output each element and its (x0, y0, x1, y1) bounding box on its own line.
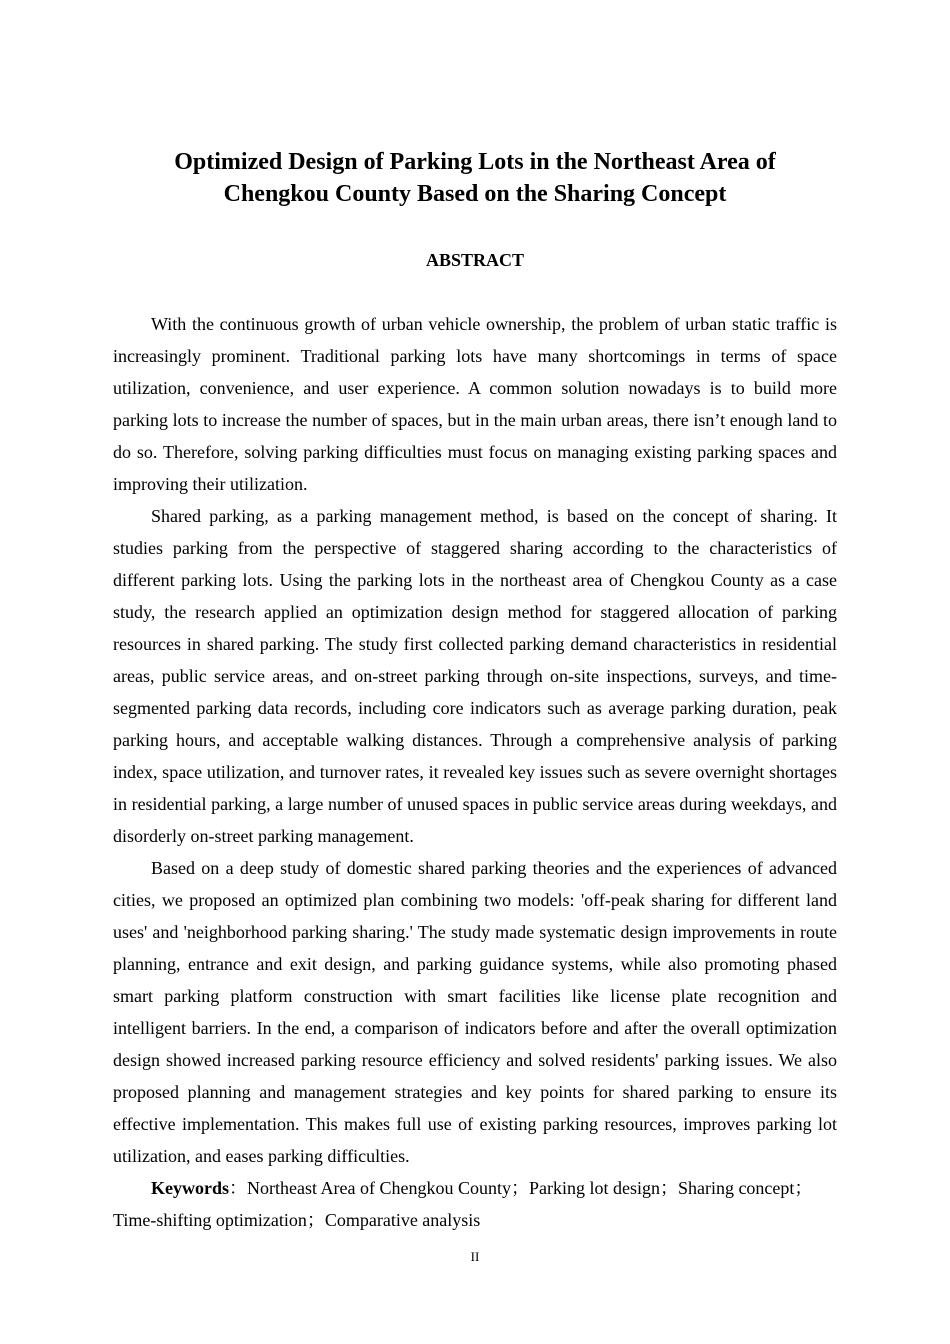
abstract-paragraph-2: Shared parking, as a parking management method, is based on the concept of sharing. It studies parking from the perspective of staggered sharing according to the characteristics of different parking lots. Using the parking lots in the northeast area of Chengkou County as a case study, the research applied an optimization design method for staggered allocation of parking resources in shared parking. The study first collected parking demand characteristics in residential areas, public service areas, and on-street parking through on-site inspections, surveys, and time-segmented parking data records, including core indicators such as average parking duration, peak parking hours, and acceptable walking distances. Through a comprehensive analysis of parking index, space utilization, and turnover rates, it revealed key issues such as severe overnight shortages in residential parking, a large number of unused spaces in public service areas during weekdays, and disorderly on-street parking management. (113, 506, 837, 846)
keywords-label: Keywords (151, 1178, 229, 1198)
paper-title-line-2: Chengkou County Based on the Sharing Concept (223, 181, 727, 207)
abstract-heading: ABSTRACT (425, 250, 525, 270)
page-number: II (470, 1249, 480, 1264)
keywords-separator: ： (229, 1178, 247, 1198)
paper-title-line-1: Optimized Design of Parking Lots in the Northeast Area of (174, 149, 776, 175)
abstract-paragraph-3: Based on a deep study of domestic shared parking theories and the experiences of advanced cities, we proposed an optimized plan combining two models: 'off-peak sharing for different land uses' and 'neighborhood parking sharing.' The study made systematic design improvements in route planning, entrance and exit design, and parking guidance systems, while also promoting phased smart parking platform construction with smart facilities like license plate recognition and intelligent barriers. In the end, a comparison of indicators before and after the overall optimization design showed increased parking resource efficiency and solved residents' parking issues. We also proposed planning and management strategies and key points for shared parking to ensure its effective implementation. This makes full use of existing parking resources, improves parking lot utilization, and eases parking difficulties. (113, 858, 837, 1166)
keywords-line (113, 1172, 837, 1236)
abstract-body (113, 308, 837, 1236)
paper-title (113, 146, 837, 210)
keywords-text: Northeast Area of Chengkou County；Parking lot design；Sharing concept；Time-shifting optimization；Comparative analysis (113, 1178, 813, 1230)
abstract-paragraph-1: With the continuous growth of urban vehicle ownership, the problem of urban static traffic is increasingly prominent. Traditional parking lots have many shortcomings in terms of space utilization, convenience, and user experience. A common solution nowadays is to build more parking lots to increase the number of spaces, but in the main urban areas, there isn’t enough land to do so. Therefore, solving parking difficulties must focus on managing existing parking spaces and improving their utilization. (113, 314, 837, 494)
